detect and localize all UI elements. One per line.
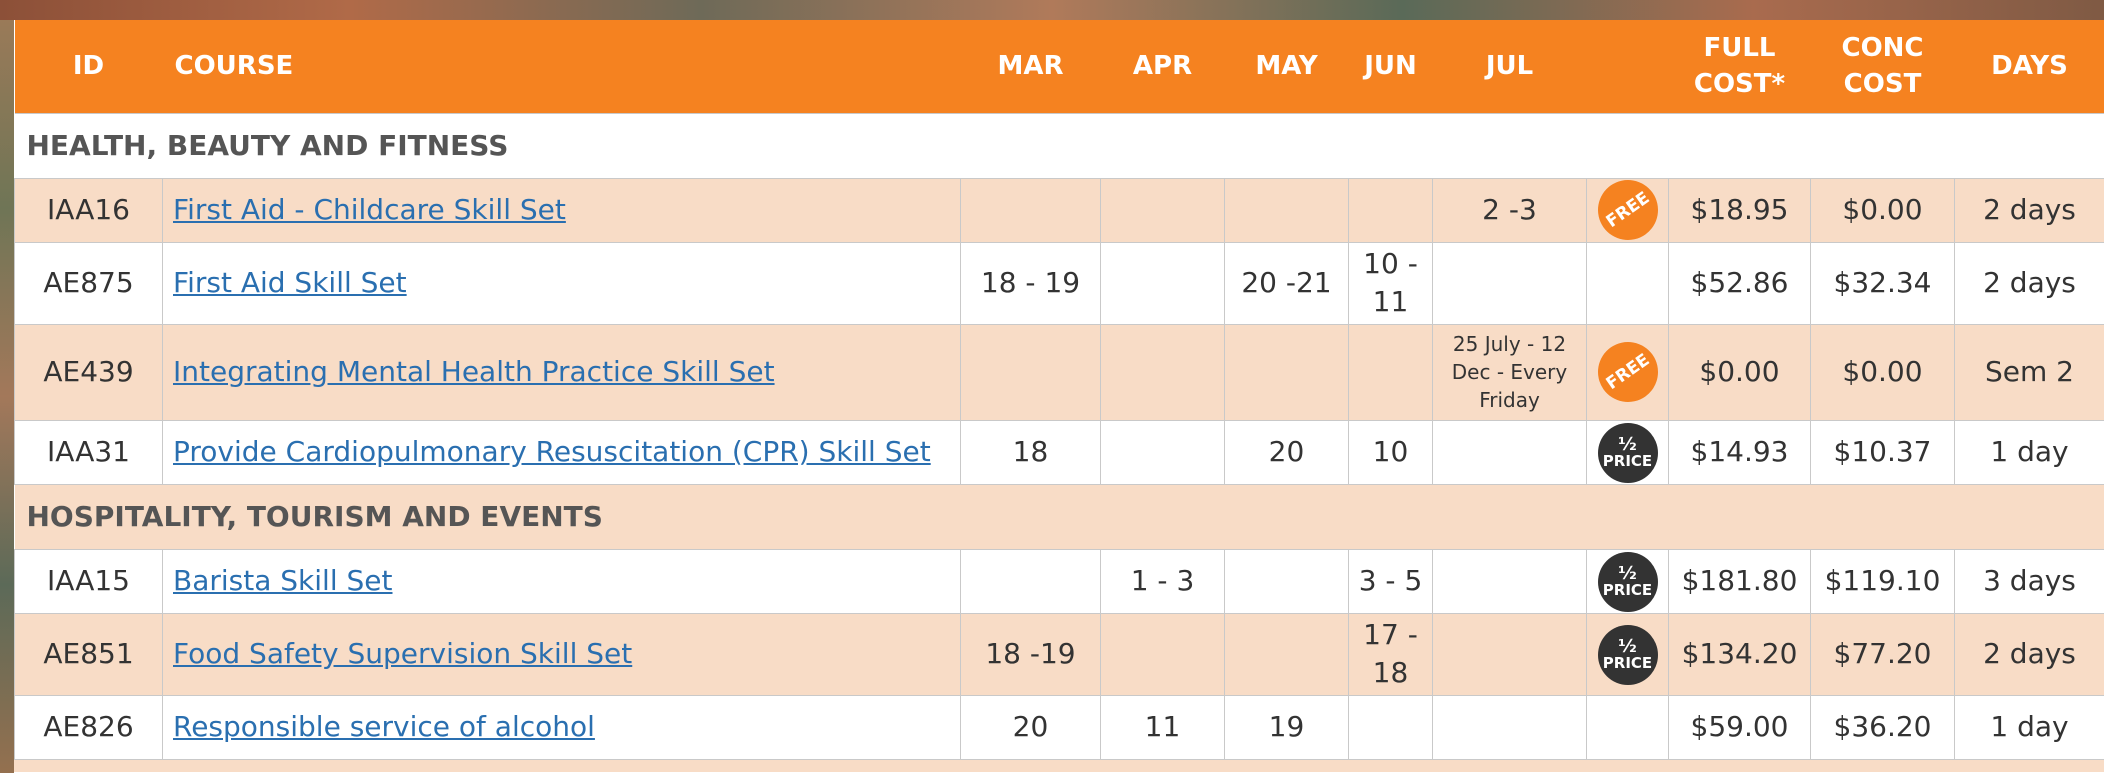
header-days: DAYS: [1955, 20, 2104, 113]
duration: 3 days: [1955, 549, 2104, 613]
half-price-fraction: ½: [1618, 433, 1637, 455]
header-conc-cost: [1811, 20, 1955, 113]
date-mar: 18 -19: [961, 613, 1101, 695]
course-cell: [163, 613, 961, 695]
course-link[interactable]: Responsible service of alcohol: [173, 710, 595, 743]
course-id: AE439: [15, 324, 163, 420]
half-price-fraction: ½: [1618, 635, 1637, 657]
date-jun: [1349, 695, 1433, 759]
date-mar: [961, 178, 1101, 242]
date-may: [1225, 324, 1349, 420]
badge-cell: [1587, 178, 1669, 242]
duration: 1 day: [1955, 420, 2104, 484]
header-mar: MAR: [961, 20, 1101, 113]
date-may: 19: [1225, 695, 1349, 759]
date-jul: [1433, 549, 1587, 613]
course-link[interactable]: Food Safety Supervision Skill Set: [173, 637, 633, 670]
duration: 2 days: [1955, 613, 2104, 695]
date-apr: [1101, 242, 1225, 324]
badge-cell: [1587, 324, 1669, 420]
course-cell: [163, 549, 961, 613]
duration: 2 days: [1955, 178, 2104, 242]
course-link[interactable]: Barista Skill Set: [173, 564, 393, 597]
date-mar: 18 - 19: [961, 242, 1101, 324]
header-badge: [1587, 20, 1669, 113]
header-course: COURSE: [163, 20, 961, 113]
date-jul: 2 -3: [1433, 178, 1587, 242]
duration: 2 days: [1955, 242, 2104, 324]
category-row: [15, 113, 2104, 178]
duration: Sem 2: [1955, 324, 2104, 420]
date-jun: 10 - 11: [1349, 242, 1433, 324]
date-mar: [961, 549, 1101, 613]
half-price-fraction: ½: [1618, 562, 1637, 584]
header-may: MAY: [1225, 20, 1349, 113]
course-table-container: [14, 20, 2104, 773]
full-cost: $18.95: [1669, 178, 1811, 242]
date-mar: 18: [961, 420, 1101, 484]
header-id: ID: [15, 20, 163, 113]
half-price-badge: [1598, 625, 1658, 685]
full-cost: $14.93: [1669, 420, 1811, 484]
category-heading: HOSPITALITY, TOURISM AND EVENTS: [15, 484, 2104, 549]
course-id: AE875: [15, 242, 163, 324]
course-id: AE826: [15, 695, 163, 759]
course-cell: [163, 324, 961, 420]
full-cost: $52.86: [1669, 242, 1811, 324]
date-apr: 1 - 3: [1101, 549, 1225, 613]
table-row: [15, 613, 2104, 695]
background-photo-top: [0, 0, 2104, 20]
date-jul: [1433, 420, 1587, 484]
date-may: [1225, 178, 1349, 242]
course-id: IAA16: [15, 178, 163, 242]
date-may: 20 -21: [1225, 242, 1349, 324]
date-jul: 25 July - 12 Dec - Every Friday: [1433, 324, 1587, 420]
table-row: [15, 178, 2104, 242]
date-jul: [1433, 695, 1587, 759]
date-jul: [1433, 242, 1587, 324]
full-cost: $181.80: [1669, 549, 1811, 613]
free-badge: [1586, 330, 1670, 414]
header-full-cost-label: FULL COST*: [1693, 33, 1786, 100]
date-jun: [1349, 178, 1433, 242]
duration: 1 day: [1955, 695, 2104, 759]
header-apr: APR: [1101, 20, 1225, 113]
course-link[interactable]: First Aid - Childcare Skill Set: [173, 193, 566, 226]
date-apr: [1101, 324, 1225, 420]
full-cost: $134.20: [1669, 613, 1811, 695]
date-may: 20: [1225, 420, 1349, 484]
badge-cell: [1587, 695, 1669, 759]
badge-cell: [1587, 420, 1669, 484]
full-cost: $59.00: [1669, 695, 1811, 759]
course-id: AE851: [15, 613, 163, 695]
course-schedule-table: [14, 20, 2104, 760]
badge-cell: [1587, 549, 1669, 613]
course-cell: [163, 242, 961, 324]
table-row: [15, 549, 2104, 613]
free-badge-label: FREE: [1602, 350, 1653, 394]
background-photo-left: [0, 20, 14, 773]
date-apr: 11: [1101, 695, 1225, 759]
conc-cost: $32.34: [1811, 242, 1955, 324]
date-jun: 3 - 5: [1349, 549, 1433, 613]
course-cell: [163, 695, 961, 759]
conc-cost: $10.37: [1811, 420, 1955, 484]
half-price-label: PRICE: [1602, 653, 1653, 672]
full-cost: $0.00: [1669, 324, 1811, 420]
category-row: [15, 484, 2104, 549]
course-link[interactable]: Integrating Mental Health Practice Skill Set: [173, 355, 775, 388]
course-cell: [163, 420, 961, 484]
date-mar: 20: [961, 695, 1101, 759]
course-id: IAA31: [15, 420, 163, 484]
date-apr: [1101, 420, 1225, 484]
table-header-row: [15, 20, 2104, 113]
date-jul: [1433, 613, 1587, 695]
date-apr: [1101, 178, 1225, 242]
half-price-label: PRICE: [1602, 451, 1653, 470]
course-link[interactable]: Provide Cardiopulmonary Resuscitation (CPR) Skill Set: [173, 435, 931, 468]
course-cell: [163, 178, 961, 242]
header-full-cost: [1669, 20, 1811, 113]
conc-cost: $77.20: [1811, 613, 1955, 695]
half-price-label: PRICE: [1602, 580, 1653, 599]
table-bottom-strip: [14, 760, 2104, 772]
date-jun: 17 - 18: [1349, 613, 1433, 695]
date-may: [1225, 613, 1349, 695]
category-heading: HEALTH, BEAUTY AND FITNESS: [15, 113, 2104, 178]
half-price-badge: [1598, 552, 1658, 612]
date-mar: [961, 324, 1101, 420]
date-jun: 10: [1349, 420, 1433, 484]
conc-cost: $36.20: [1811, 695, 1955, 759]
table-row: [15, 324, 2104, 420]
half-price-badge: [1598, 423, 1658, 483]
date-apr: [1101, 613, 1225, 695]
free-badge-label: FREE: [1602, 188, 1653, 232]
conc-cost: $119.10: [1811, 549, 1955, 613]
table-row: [15, 420, 2104, 484]
badge-cell: [1587, 242, 1669, 324]
table-row: [15, 242, 2104, 324]
course-id: IAA15: [15, 549, 163, 613]
header-conc-cost-label: CONC COST: [1841, 33, 1924, 100]
badge-cell: [1587, 613, 1669, 695]
header-jun: JUN: [1349, 20, 1433, 113]
header-jul: JUL: [1433, 20, 1587, 113]
course-link[interactable]: First Aid Skill Set: [173, 266, 407, 299]
free-badge: [1586, 168, 1670, 252]
conc-cost: $0.00: [1811, 324, 1955, 420]
date-may: [1225, 549, 1349, 613]
conc-cost: $0.00: [1811, 178, 1955, 242]
date-jun: [1349, 324, 1433, 420]
table-row: [15, 695, 2104, 759]
